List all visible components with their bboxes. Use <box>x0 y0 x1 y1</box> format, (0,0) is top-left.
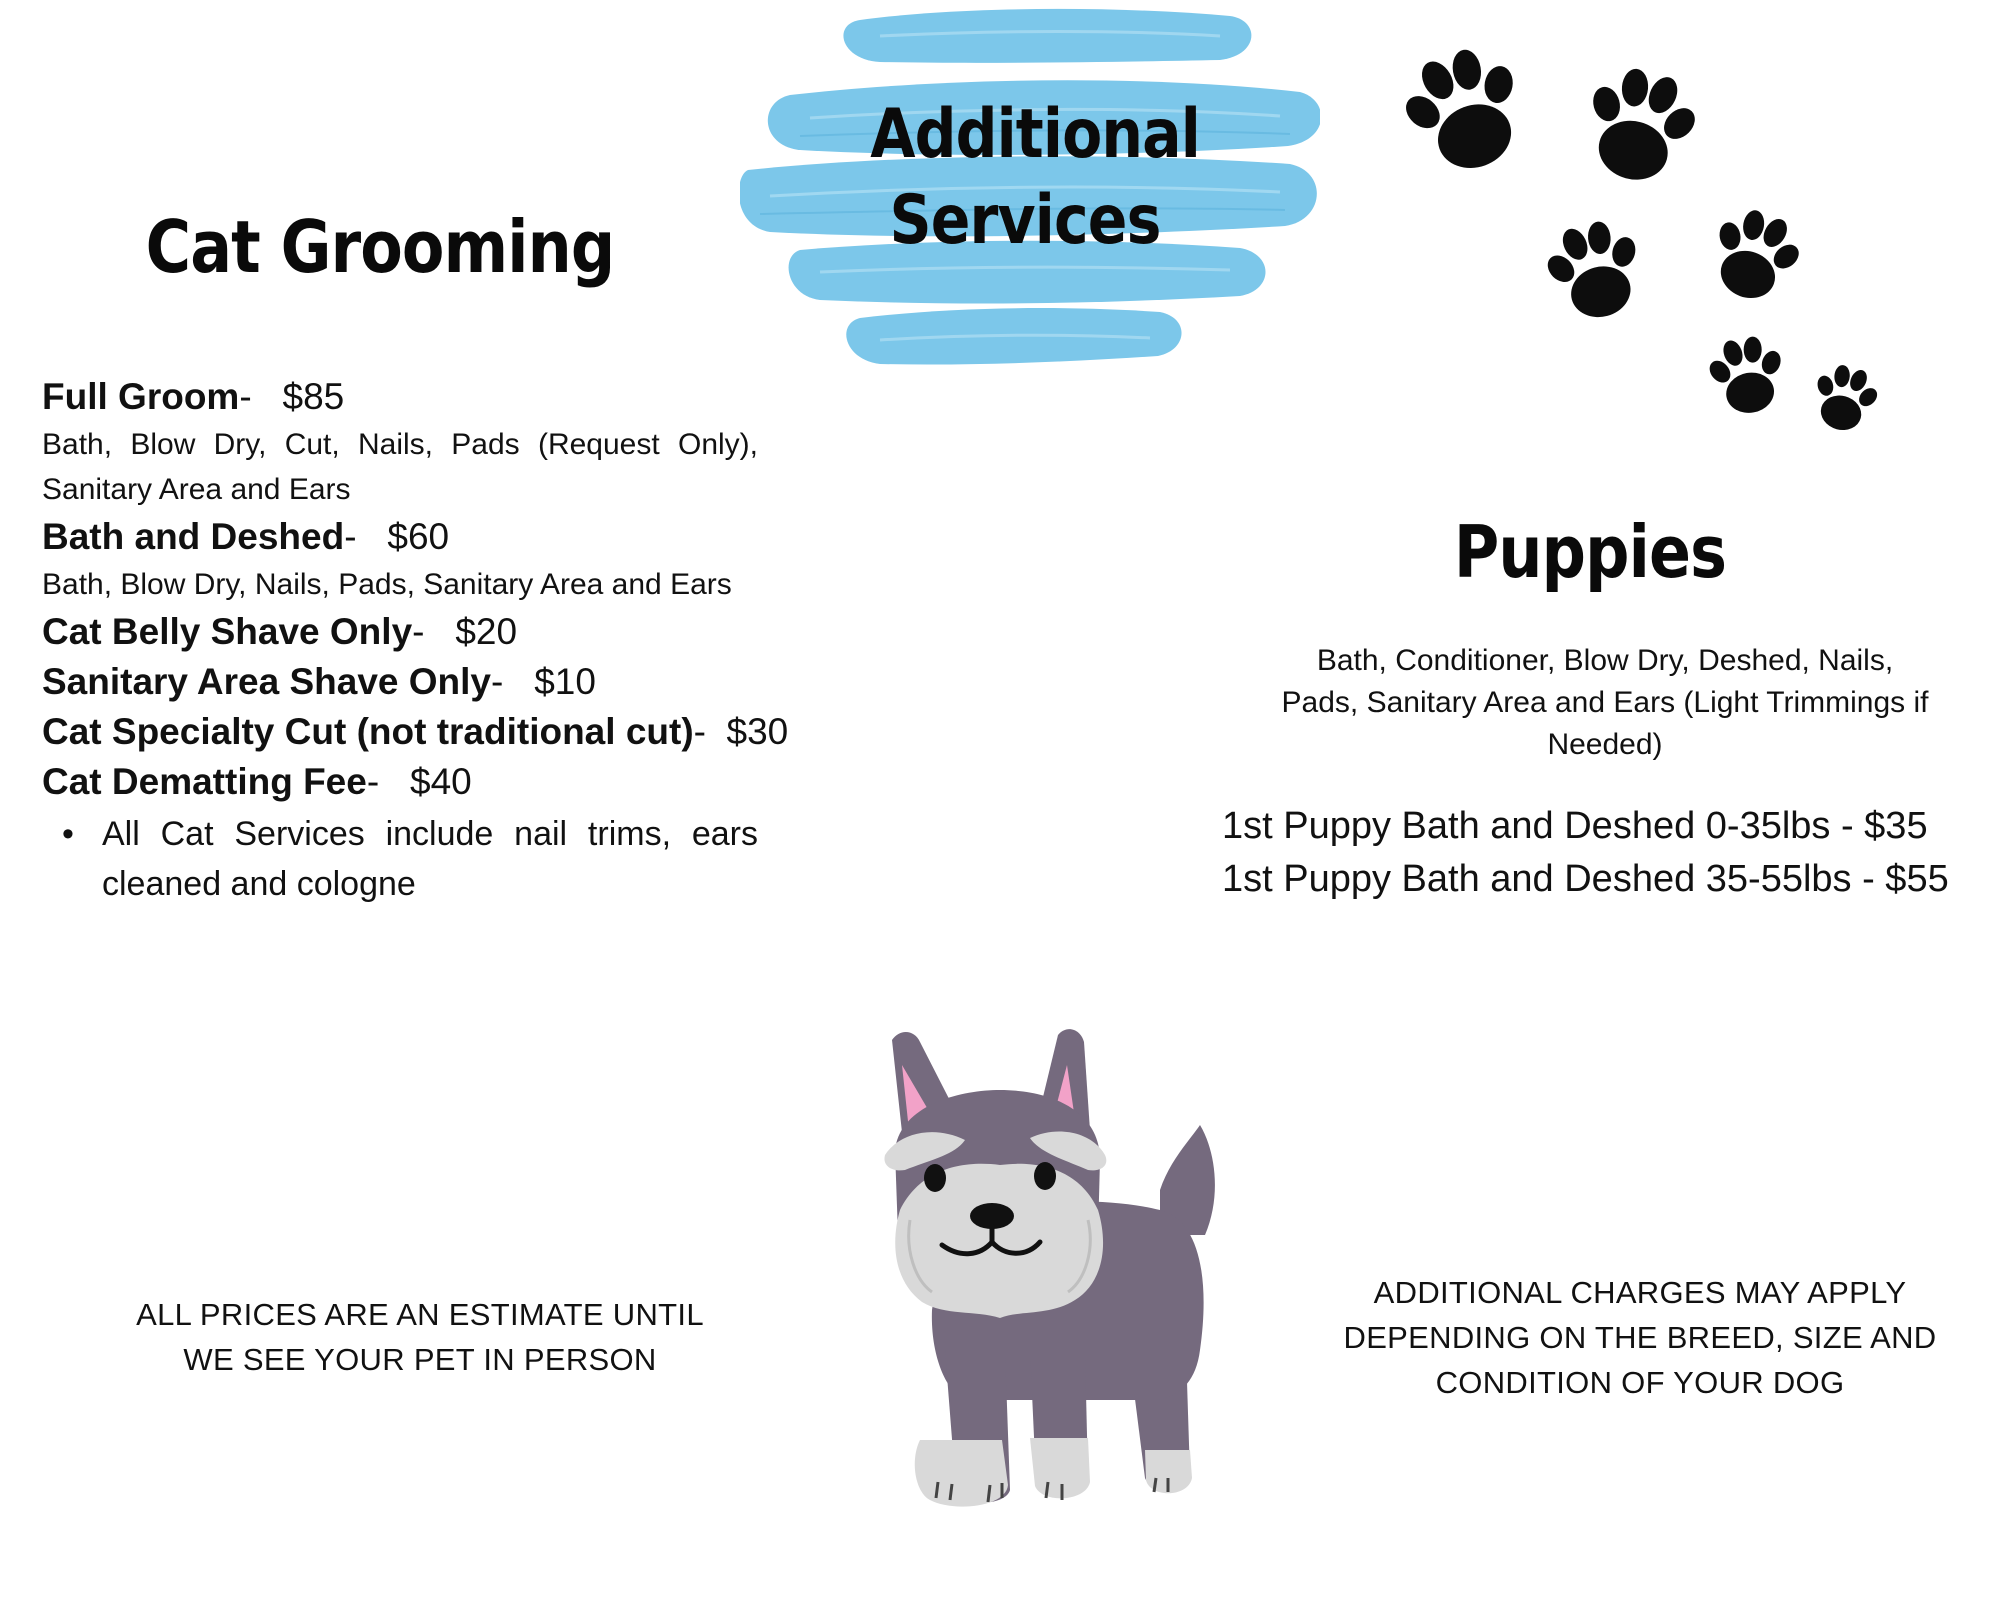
service-sep: - <box>693 711 706 752</box>
service-desc: Bath, Blow Dry, Cut, Nails, Pads (Request Only), Sanitary Area and Ears <box>42 428 758 506</box>
service-price: $10 <box>534 661 596 702</box>
paw-print-icon <box>1697 198 1813 312</box>
service-price: $85 <box>282 376 345 417</box>
service-name: Cat Belly Shave Only <box>42 611 413 652</box>
service-desc: Bath, Blow Dry, Nails, Pads, Sanitary Area and Ears <box>42 568 732 601</box>
page-title-line1: Additional <box>870 95 1200 174</box>
puppies-description: Bath, Conditioner, Blow Dry, Deshed, Nails, Pads, Sanitary Area and Ears (Light Trimmings if Needed) <box>1281 644 1929 761</box>
paw-print-icon <box>1701 330 1793 419</box>
page-title <box>870 92 1200 264</box>
service-name: Bath and Deshed <box>42 516 345 557</box>
service-name: Cat Specialty Cut (not traditional cut) <box>42 711 694 752</box>
service-sep: - <box>239 376 252 417</box>
service-sep: - <box>344 516 357 557</box>
service-item <box>42 657 758 707</box>
service-price: $30 <box>726 711 789 752</box>
page-title-line2: Services <box>889 181 1161 260</box>
service-item <box>42 372 758 512</box>
puppies-prices <box>1222 800 1982 906</box>
puppies-title: Puppies <box>1453 510 1727 594</box>
service-sep: - <box>491 661 504 702</box>
additional-charges-notice: ADDITIONAL CHARGES MAY APPLY DEPENDING ON THE BREED, SIZE AND CONDITION OF YOUR DOG <box>1343 1275 1937 1400</box>
puppy-price-item: 1st Puppy Bath and Deshed 35-55lbs - $55 <box>1222 858 1949 900</box>
cat-services-note-text: All Cat Services include nail trims, ears cleaned and cologne <box>102 815 758 903</box>
schnauzer-illustration <box>860 1020 1240 1520</box>
paw-prints <box>1380 20 1920 440</box>
bullet-icon: • <box>62 815 74 853</box>
service-item <box>42 707 789 757</box>
service-item <box>42 757 758 807</box>
paw-print-icon <box>1535 211 1656 329</box>
paw-print-icon <box>1804 358 1886 438</box>
service-name: Sanitary Area Shave Only <box>42 661 492 702</box>
service-item <box>42 512 758 607</box>
service-price: $40 <box>410 761 472 802</box>
cat-services-note <box>42 809 758 909</box>
service-sep: - <box>366 761 380 802</box>
puppy-price-item: 1st Puppy Bath and Deshed 0-35lbs - $35 <box>1222 805 1928 847</box>
cat-services-list <box>42 372 789 909</box>
estimate-notice: ALL PRICES ARE AN ESTIMATE UNTIL WE SEE YOUR PET IN PERSON <box>136 1297 704 1377</box>
service-name: Full Groom <box>42 376 240 417</box>
paw-print-icon <box>1570 56 1710 193</box>
paw-print-icon <box>1387 33 1543 186</box>
service-name: Cat Dematting Fee <box>42 761 367 802</box>
service-price: $60 <box>387 516 450 557</box>
service-price: $20 <box>455 611 518 652</box>
service-sep: - <box>412 611 425 652</box>
service-item <box>42 607 758 657</box>
cat-grooming-title: Cat Grooming <box>145 205 615 289</box>
